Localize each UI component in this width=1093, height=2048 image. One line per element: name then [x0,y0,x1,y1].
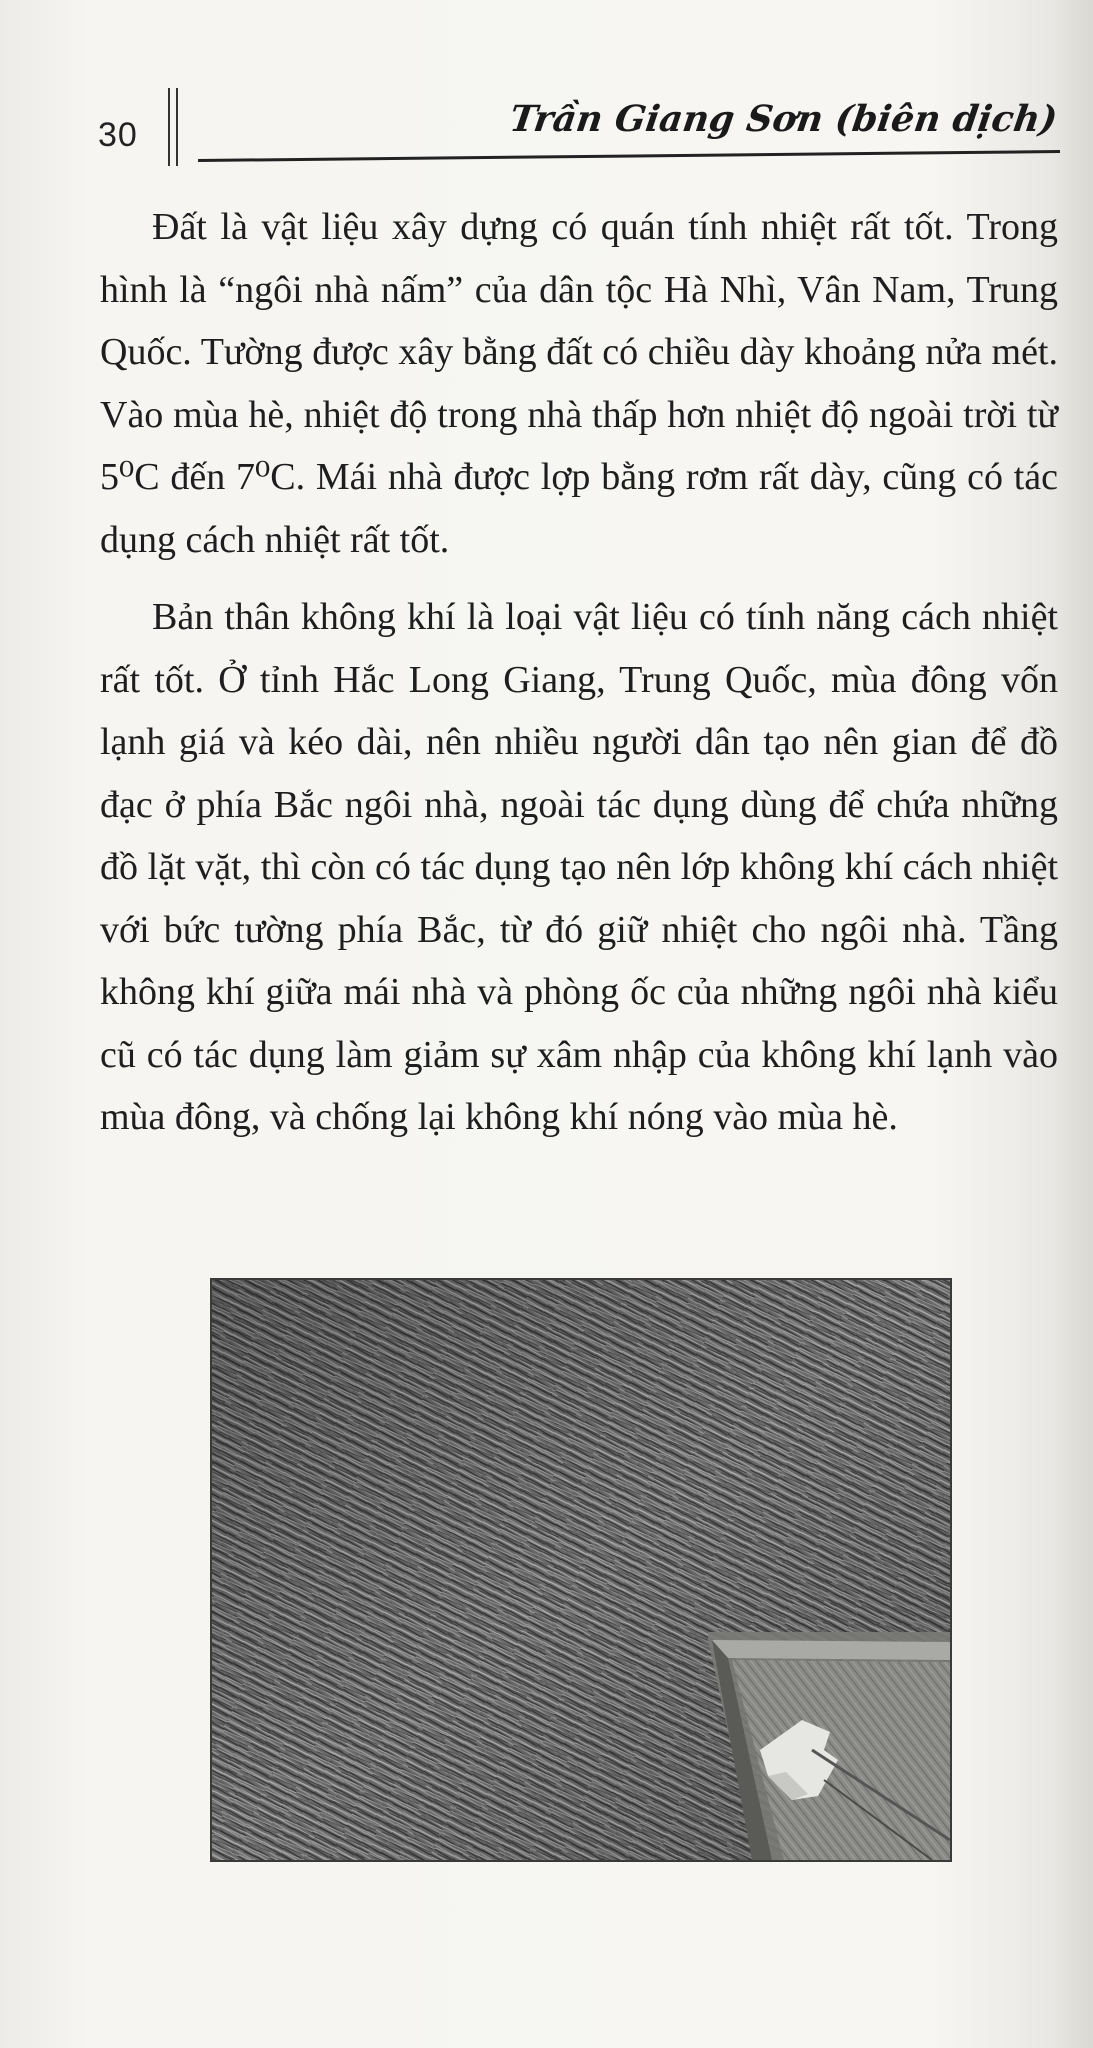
header-rule [198,150,1060,162]
paragraph-air-insulation: Bản thân không khí là loại vật liệu có tính năng cách nhiệt rất tốt. Ở tỉnh Hắc Long Giang, Trung Quốc, mùa đông vốn lạnh giá và kéo dài, nên nhiều người dân tạo nên gian để đồ đạc ở phía Bắc ngôi nhà, ngoài tác dụng dùng để chứa những đồ lặt vặt, thì còn có tác dụng tạo nên lớp không khí cách nhiệt với bức tường phía Bắc, từ đó giữ nhiệt cho ngôi nhà. Tầng không khí giữa mái nhà và phòng ốc của những ngôi nhà kiểu cũ có tác dụng làm giảm sự xâm nhập của không khí lạnh vào mùa đông, và chống lại không khí nóng vào mùa hè. [100,596,1058,1138]
paragraph-earth-insulation: Đất là vật liệu xây dựng có quán tính nhiệt rất tốt. Trong hình là “ngôi nhà nấm” của dân tộc Hà Nhì, Vân Nam, Trung Quốc. Tường được xây bằng đất có chiều dày khoảng nửa mét. Vào mùa hè, nhiệt độ trong nhà thấp hơn nhiệt độ ngoài trời từ 5⁰C đến 7⁰C. Mái nhà được lợp bằng rơm rất dày, cũng có tác dụng cách nhiệt rất tốt. [100,206,1058,561]
page-number: 30 [98,116,138,154]
page-header [0,88,1093,168]
running-head-author: Trần Giang Sơn (biên dịch) [507,98,1060,140]
header-divider [168,88,178,166]
body-text [100,196,1058,1164]
thatched-roof-photo [210,1278,952,1862]
